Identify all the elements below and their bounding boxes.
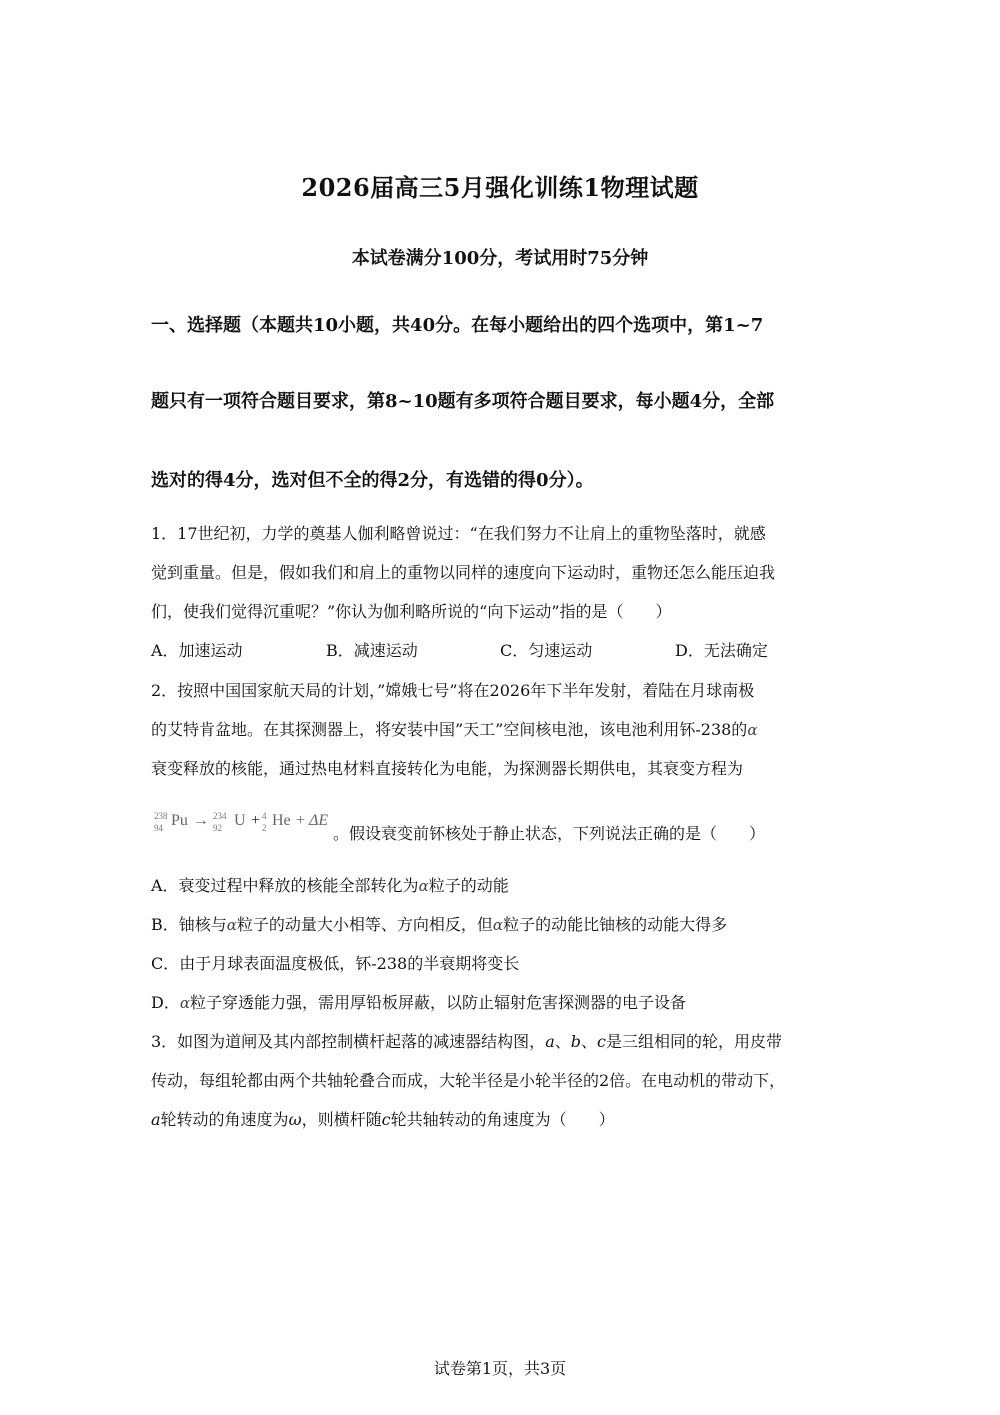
wheel-c-label: c xyxy=(597,1032,606,1051)
q2-option-b: B．铀核与α粒子的动量大小相等、方向相反，但α粒子的动能比铀核的动能大得多 xyxy=(151,915,728,934)
q1-option-b: B．减速运动 xyxy=(326,641,418,660)
q1-option-c: C．匀速运动 xyxy=(500,641,593,660)
wheel-a-label: a xyxy=(545,1032,555,1051)
q2-line-4: 。假设衰变前钚核处于静止状态，下列说法正确的是（ ） xyxy=(333,824,766,843)
q2-option-d: D．α粒子穿透能力强，需用厚铅板屏蔽，以防止辐射危害探测器的电子设备 xyxy=(151,993,686,1012)
q1-option-d: D．无法确定 xyxy=(675,641,768,660)
q3-line-2: 传动，每组轮都由两个共轴轮叠合而成，大轮半径是小轮半径的2倍。在电动机的带动下， xyxy=(151,1071,786,1090)
wheel-a-label: a xyxy=(151,1110,161,1129)
alpha-symbol: α xyxy=(747,721,758,739)
q2-line-2: 的艾特肯盆地。在其探测器上，将安装中国”天工”空间核电池，该电池利用钚-238的α xyxy=(151,720,758,739)
wheel-b-label: b xyxy=(570,1032,581,1051)
wheel-c-label: c xyxy=(381,1110,391,1129)
q1-options xyxy=(151,639,851,663)
q2-line-1: 2．按照中国国家航天局的计划，”嫦娥七号”将在2026年下半年发射，着陆在月球南极 xyxy=(151,681,755,700)
alpha-symbol: α xyxy=(179,994,190,1012)
q2-option-a: A．衰变过程中释放的核能全部转化为α粒子的动能 xyxy=(151,876,509,895)
q1-line-2: 觉到重量。但是，假如我们和肩上的重物以同样的速度向下运动时，重物还怎么能压迫我 xyxy=(151,563,776,582)
page-footer: 试卷第1页，共3页 xyxy=(433,1359,567,1378)
alpha-symbol: α xyxy=(226,916,237,934)
q2-line-3: 衰变释放的核能，通过热电材料直接转化为电能，为探测器长期供电，其衰变方程为 xyxy=(151,759,744,778)
q1-line-3: 们，使我们觉得沉重呢？”你认为伽利略所说的“向下运动”指的是（ ） xyxy=(151,602,672,621)
q3-line-3: a轮转动的角速度为ω，则横杆随c轮共轴转动的角速度为（ ） xyxy=(151,1110,615,1129)
section-heading-line-1: 一、选择题（本题共10小题，共40分。在每小题给出的四个选项中，第1~7 xyxy=(151,315,764,336)
section-heading-line-3: 选对的得4分，选对但不全的得2分，有选错的得0分）。 xyxy=(151,470,594,491)
q3-line-1: 3．如图为道闸及其内部控制横杆起落的减速器结构图，a、b、c是三组相同的轮，用皮带 xyxy=(151,1032,782,1051)
alpha-symbol: α xyxy=(418,877,429,895)
section-heading-line-2: 题只有一项符合题目要求，第8~10题有多项符合题目要求，每小题4分，全部 xyxy=(151,391,775,412)
q2-option-c: C．由于月球表面温度极低，钚-238的半衰期将变长 xyxy=(151,954,520,973)
q1-option-a: A．加速运动 xyxy=(151,641,243,660)
alpha-symbol: α xyxy=(492,916,504,934)
exam-subtitle: 本试卷满分100分，考试用时75分钟 xyxy=(351,248,649,269)
exam-title: 2026届高三5月强化训练1物理试题 xyxy=(301,173,699,202)
q1-line-1: 1．17世纪初，力学的奠基人伽利略曾说过：“在我们努力不让肩上的重物坠落时，就感 xyxy=(151,524,766,543)
omega-symbol: ω xyxy=(288,1110,302,1129)
decay-equation: 238 94 Pu → 234 92 U + 4 2 He + ΔE xyxy=(154,811,329,833)
